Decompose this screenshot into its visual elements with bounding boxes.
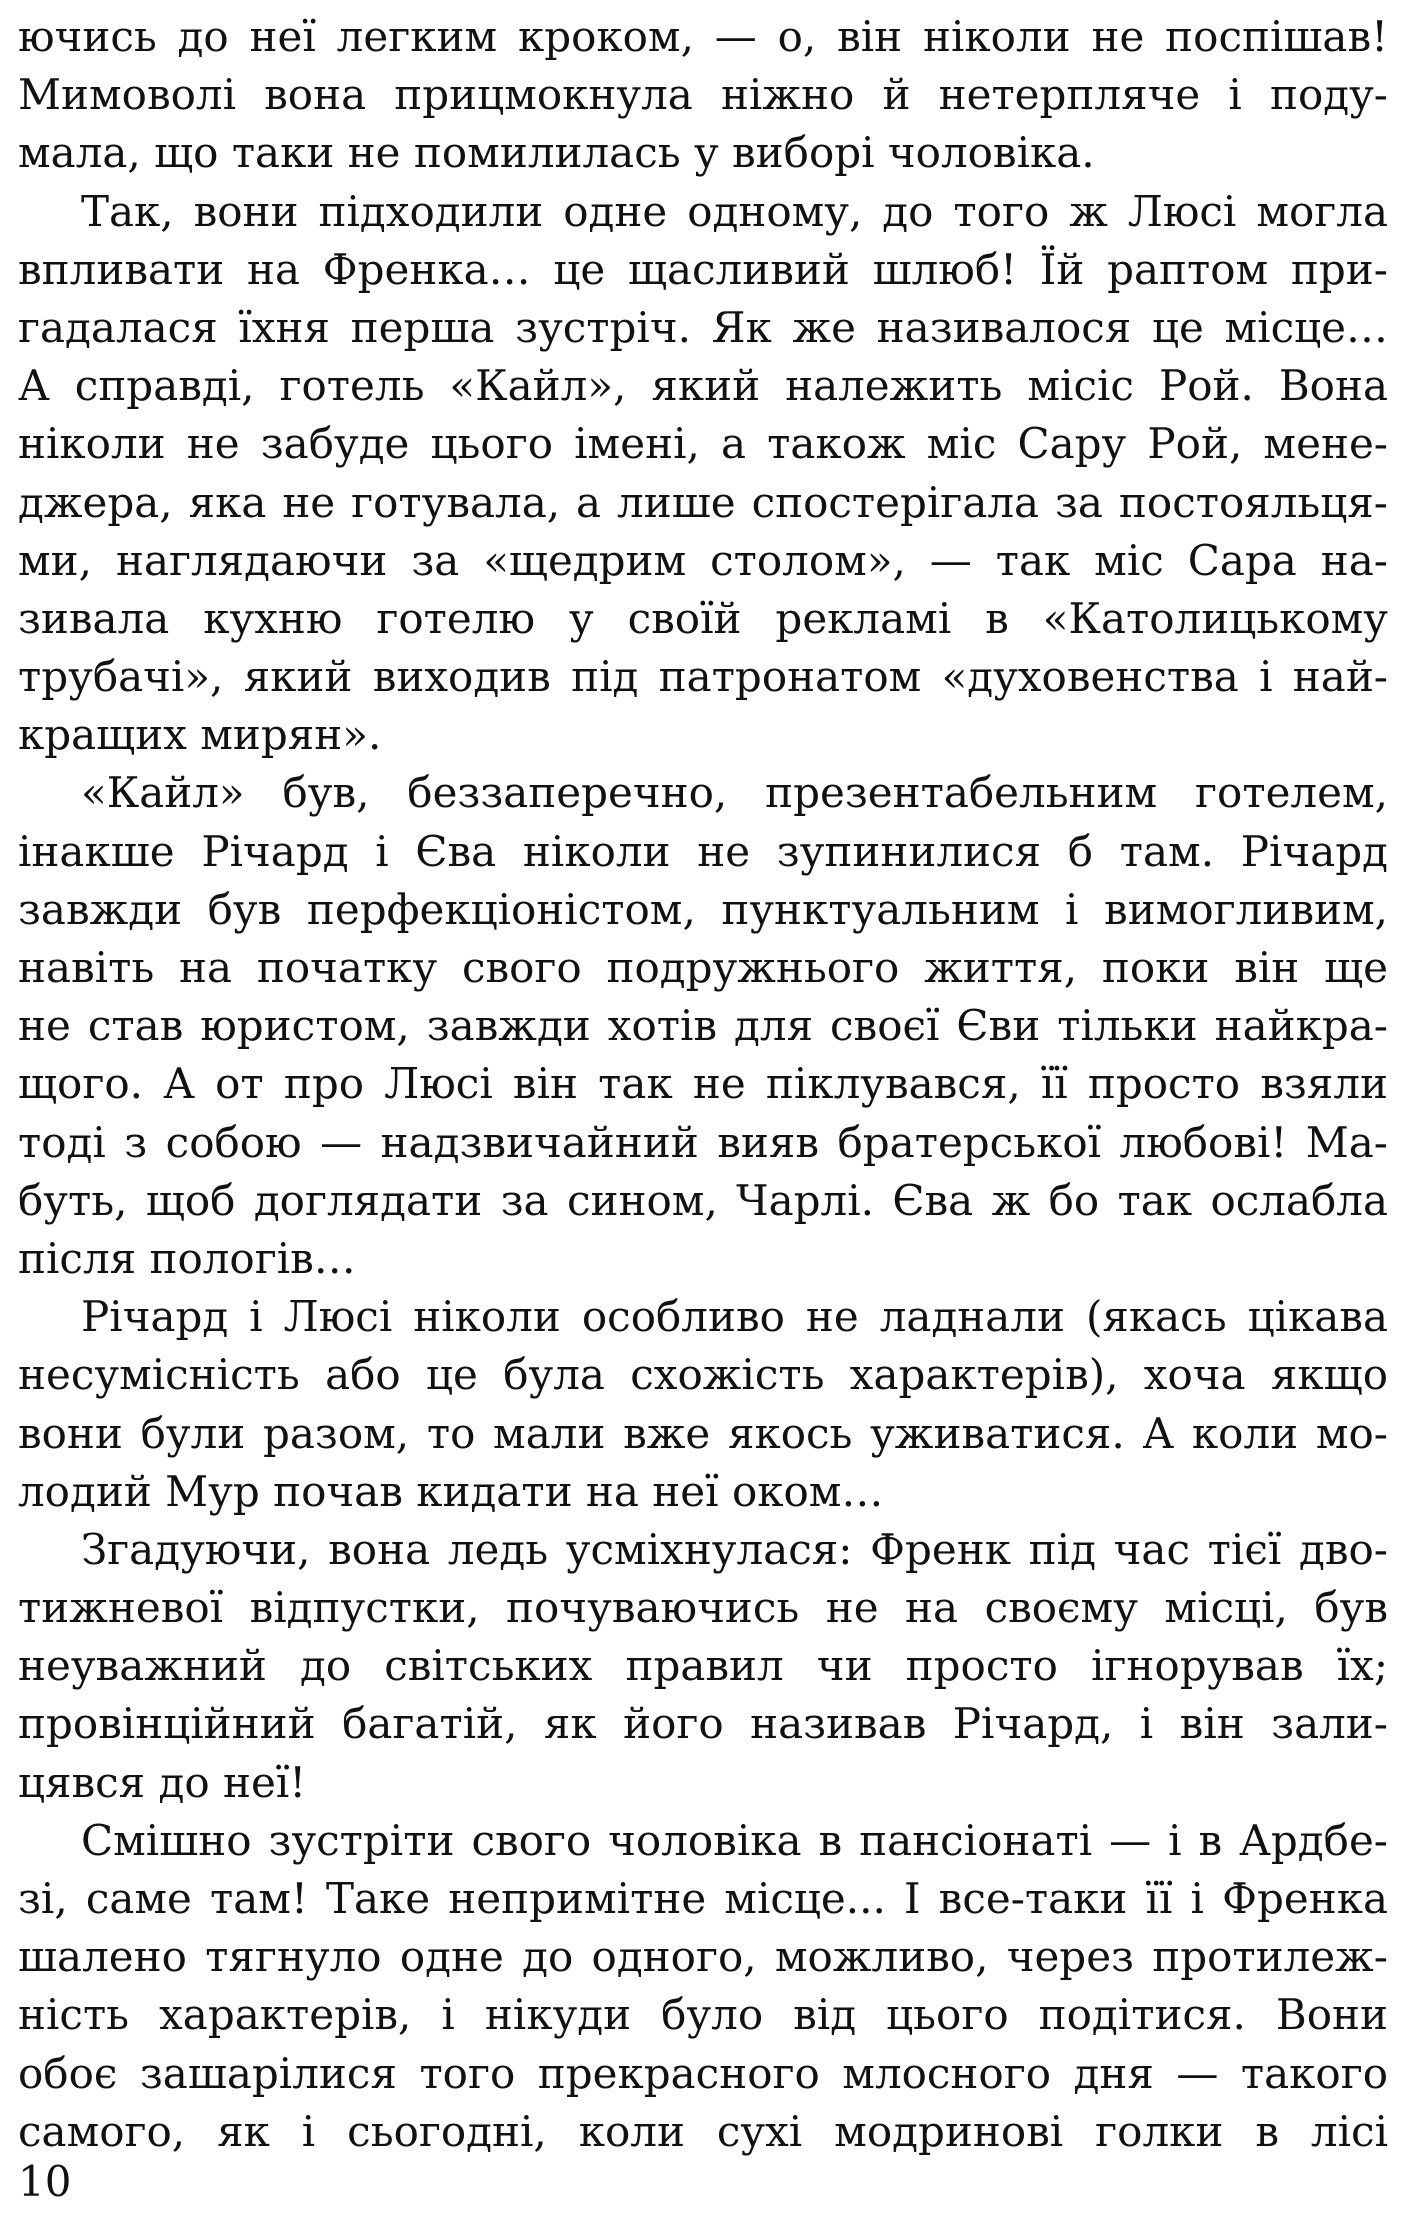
book-page bbox=[18, 8, 1388, 2156]
text-line: буть, щоб доглядати за сином, Чарлі. Єва ж бо так ослабла bbox=[18, 1175, 1388, 1225]
text-line: Мимоволі вона прицмокнула ніжно й нетерпляче і поду- bbox=[18, 70, 1388, 120]
text-line: після пологів… bbox=[18, 1233, 356, 1283]
text-line: лодий Мур почав кидати на неї оком… bbox=[18, 1466, 884, 1516]
text-line: неуважний до світських правил чи просто ігнорував їх; bbox=[18, 1641, 1388, 1691]
text-line: шалено тягнуло одне до одного, можливо, через протилеж- bbox=[18, 1932, 1388, 1982]
text-line: зивала кухню готелю у своїй рекламі в «Католицькому bbox=[18, 593, 1388, 643]
text-line: впливати на Френка… це щасливий шлюб! Їй раптом при- bbox=[18, 244, 1388, 294]
text-line: гадалася їхня перша зустріч. Як же називалося це місце… bbox=[18, 302, 1388, 352]
text-line: Згадуючи, вона ледь усміхнулася: Френк під час тієї дво- bbox=[81, 1524, 1388, 1574]
text-line: А справді, готель «Кайл», який належить місіс Рой. Вона bbox=[18, 361, 1388, 411]
text-line: щого. А от про Люсі він так не піклувався, її просто взяли bbox=[18, 1059, 1388, 1109]
page-number: 10 bbox=[18, 2157, 72, 2206]
text-line: ючись до неї легким кроком, — о, він ніколи не поспішав! bbox=[18, 12, 1388, 61]
text-line: кращих мирян». bbox=[18, 710, 382, 760]
text-line: навіть на початку свого подружнього життя, поки він ще bbox=[18, 943, 1388, 992]
paragraph bbox=[18, 764, 1388, 1288]
text-line: тоді з собою — надзвичайний вияв братерської любові! Ма- bbox=[18, 1117, 1388, 1167]
text-line: ми, наглядаючи за «щедрим столом», — так міс Сара на- bbox=[18, 535, 1388, 585]
text-line: обоє зашарілися того прекрасного млосного дня — такого bbox=[18, 2048, 1388, 2098]
text-line: несумісність або це була схожість характерів), хоча якщо bbox=[18, 1350, 1388, 1400]
text-line: зі, саме там! Таке непримітне місце... І все-таки її і Френка bbox=[18, 1874, 1388, 1923]
text-line: інакше Річард і Єва ніколи не зупинилися б там. Річард bbox=[18, 826, 1388, 876]
text-line: мала, що таки не помилилась у виборі чоловіка. bbox=[18, 128, 1095, 178]
text-line: цявся до неї! bbox=[18, 1757, 307, 1807]
text-line: не став юристом, завжди хотів для своєї Єви тільки найкра- bbox=[18, 1001, 1388, 1051]
paragraph bbox=[18, 1521, 1388, 1812]
paragraph bbox=[18, 1288, 1388, 1521]
text-line: завжди був перфекціоністом, пунктуальним і вимогливим, bbox=[18, 884, 1388, 934]
paragraph bbox=[18, 183, 1388, 765]
text-line: «Кайл» був, беззаперечно, презентабельним готелем, bbox=[81, 768, 1388, 818]
text-line: тижневої відпустки, почуваючись не на своєму місці, був bbox=[18, 1583, 1388, 1633]
text-line: Смішно зустріти свого чоловіка в пансіонаті — і в Ардбе- bbox=[81, 1815, 1388, 1865]
text-line: Річард і Люсі ніколи особливо не ладнали (якась цікава bbox=[81, 1292, 1388, 1342]
text-line: ність характерів, і нікуди було від цього подітися. Вони bbox=[18, 1990, 1388, 2040]
text-line: вони були разом, то мали вже якось уживатися. А коли мо- bbox=[18, 1408, 1388, 1458]
paragraph bbox=[18, 1812, 1388, 2161]
page-text-body bbox=[18, 8, 1388, 2161]
text-line: джера, яка не готувала, а лише спостерігала за постояльця- bbox=[18, 477, 1388, 527]
text-line: Так, вони підходили одне одному, до того ж Люсі могла bbox=[81, 186, 1388, 236]
paragraph bbox=[18, 8, 1388, 183]
text-line: ніколи не забуде цього імені, а також міс Сару Рой, мене- bbox=[18, 419, 1388, 469]
text-line: трубачі», який виходив під патронатом «духовенства і най- bbox=[18, 652, 1388, 702]
text-line: самого, як і сьогодні, коли сухі модринові голки в лісі bbox=[18, 2106, 1388, 2156]
text-line: провінційний багатій, як його називав Річард, і він зали- bbox=[18, 1699, 1388, 1749]
